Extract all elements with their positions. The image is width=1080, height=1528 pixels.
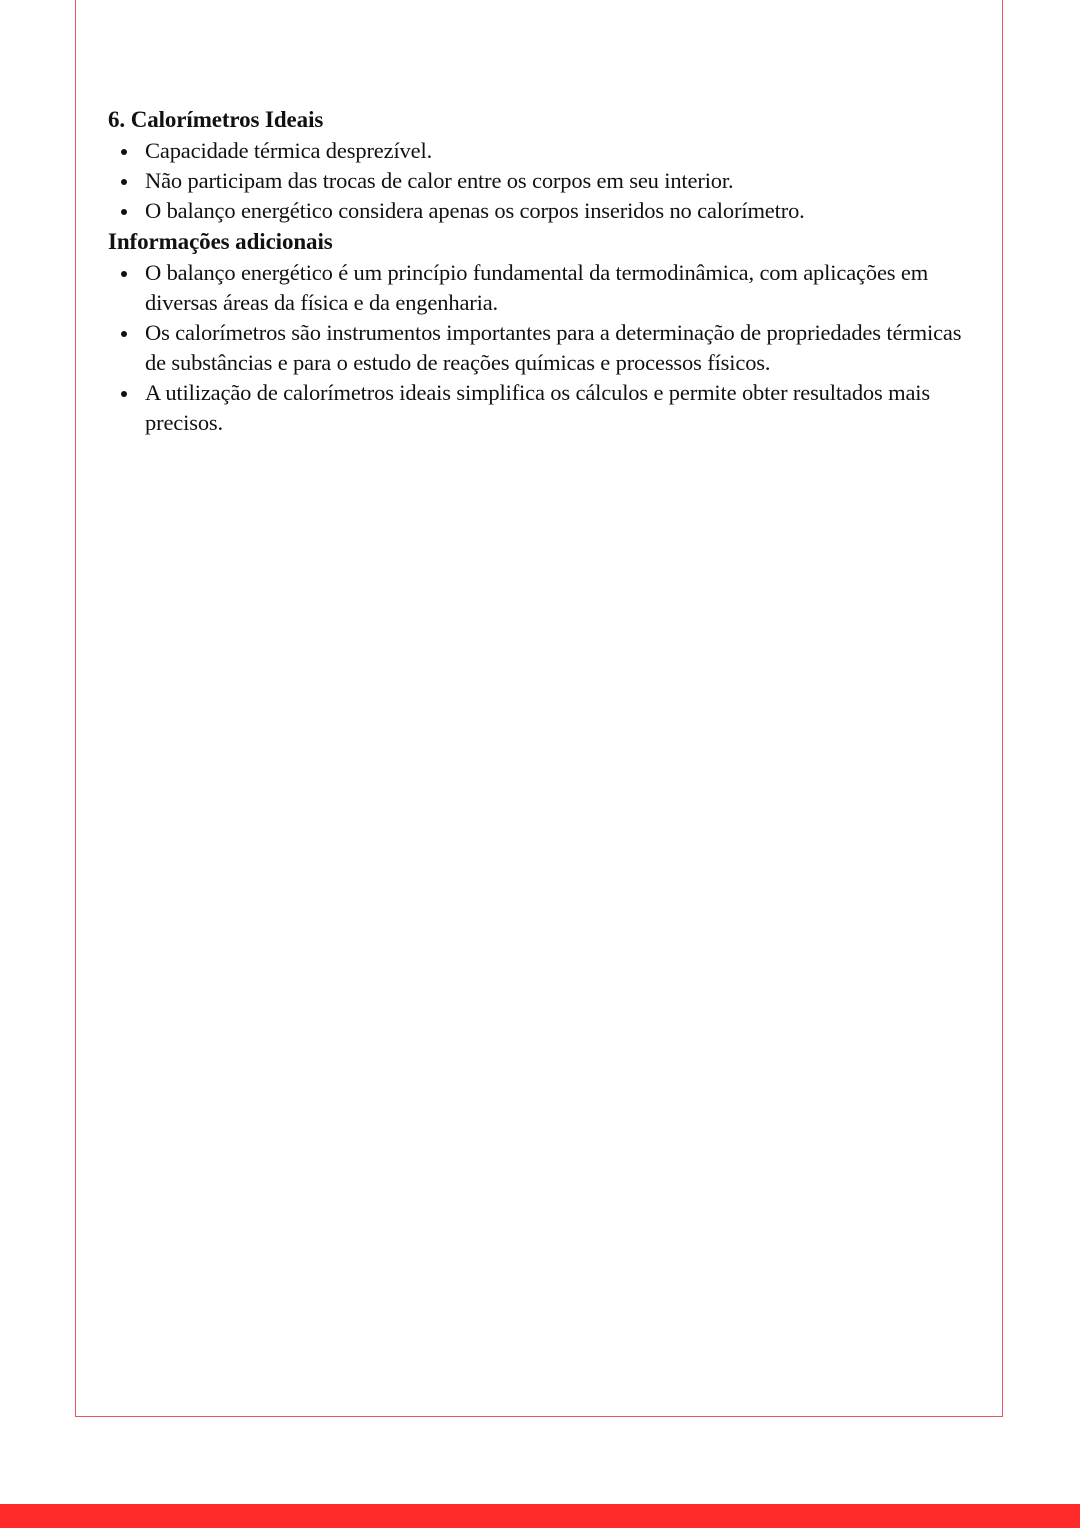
document-content [108, 104, 968, 438]
section-title-calorimetros-ideais: 6. Calorímetros Ideais [108, 107, 324, 132]
bullet-list-informacoes-adicionais [108, 258, 968, 438]
list-item: Capacidade térmica desprezível. [145, 136, 968, 166]
list-item: O balanço energético é um princípio fundamental da termodinâmica, com aplicações em diversas áreas da física e da engenharia. [145, 258, 968, 318]
list-item: Os calorímetros são instrumentos importantes para a determinação de propriedades térmicas de substâncias e para o estudo de reações químicas e processos físicos. [145, 318, 968, 378]
section-title-informacoes-adicionais: Informações adicionais [108, 229, 333, 254]
list-item: A utilização de calorímetros ideais simplifica os cálculos e permite obter resultados mais precisos. [145, 378, 968, 438]
bullet-list-calorimetros-ideais [108, 136, 968, 226]
bottom-accent-bar [0, 1504, 1080, 1528]
list-item: Não participam das trocas de calor entre os corpos em seu interior. [145, 166, 968, 196]
list-item: O balanço energético considera apenas os corpos inseridos no calorímetro. [145, 196, 968, 226]
